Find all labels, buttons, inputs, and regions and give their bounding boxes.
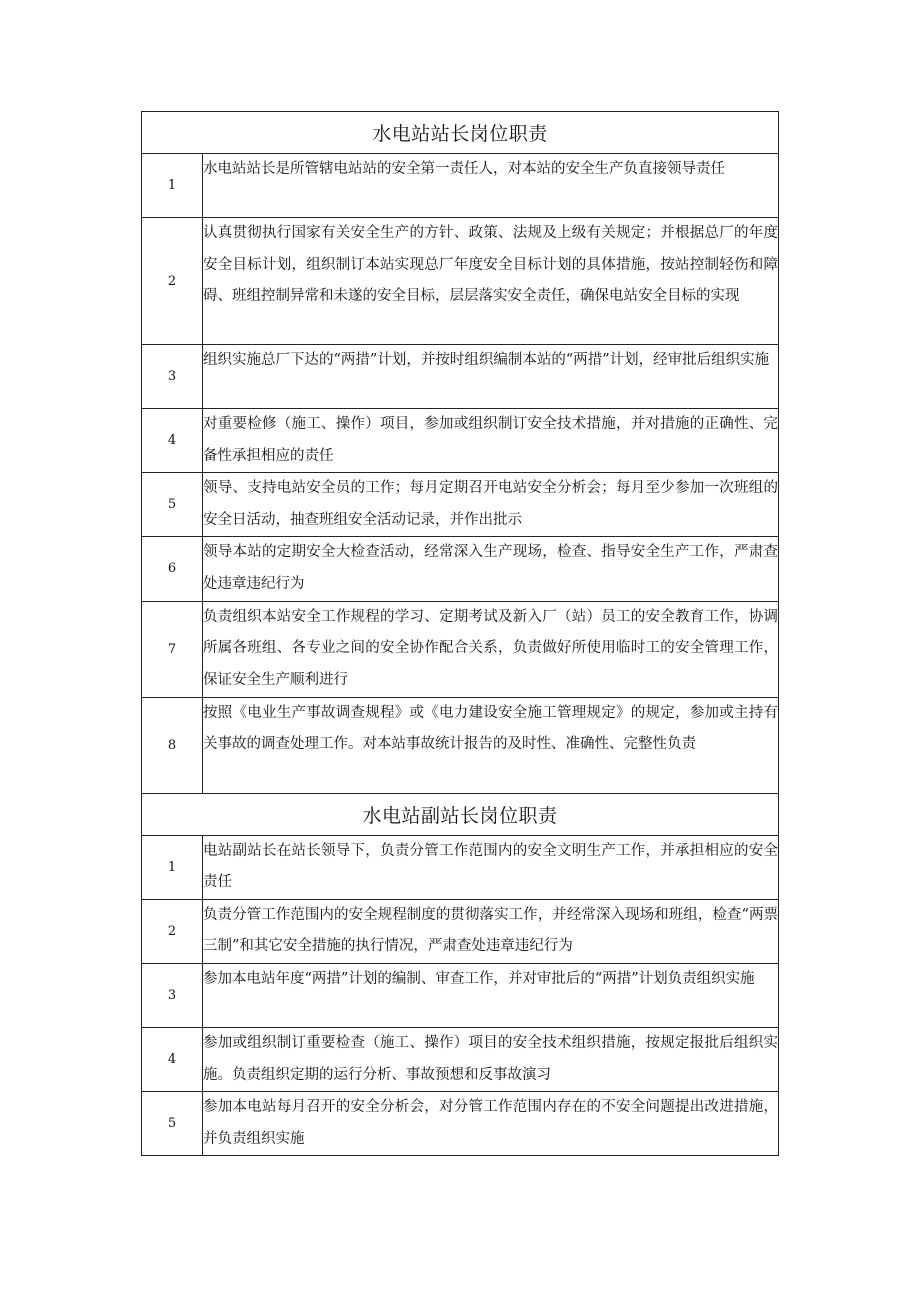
row-number: 1 — [142, 835, 203, 899]
row-number: 5 — [142, 473, 203, 537]
row-number: 3 — [142, 963, 203, 1027]
table-row — [142, 537, 779, 601]
section-title-station-master: 水电站站长岗位职责 — [142, 112, 779, 154]
duty-text: 参加本电站年度“两措”计划的编制、审查工作，并对审批后的“两措”计划负责组织实施 — [203, 963, 779, 1027]
row-number: 1 — [142, 154, 203, 218]
table-row — [142, 963, 779, 1027]
duty-text: 领导本站的定期安全大检查活动，经常深入生产现场，检查、指导安全生产工作，严肃查处违章违纪行为 — [203, 537, 779, 601]
row-number: 2 — [142, 899, 203, 963]
table-row — [142, 154, 779, 218]
table-row — [142, 1027, 779, 1091]
row-number: 4 — [142, 409, 203, 473]
duty-text: 按照《电业生产事故调查规程》或《电力建设安全施工管理规定》的规定，参加或主持有关事故的调查处理工作。对本站事故统计报告的及时性、准确性、完整性负责 — [203, 697, 779, 793]
table-row — [142, 601, 779, 697]
row-number: 6 — [142, 537, 203, 601]
duty-text: 认真贯彻执行国家有关安全生产的方针、政策、法规及上级有关规定；并根据总厂的年度安全目标计划，组织制订本站实现总厂年度安全目标计划的具体措施，按站控制轻伤和障碍、班组控制异常和未遂的安全目标，层层落实安全责任，确保电站安全目标的实现 — [203, 218, 779, 345]
duty-text: 参加本电站每月召开的安全分析会，对分管工作范围内存在的不安全问题提出改进措施，并负责组织实施 — [203, 1092, 779, 1156]
row-number: 4 — [142, 1027, 203, 1091]
row-number: 3 — [142, 345, 203, 409]
row-number: 2 — [142, 218, 203, 345]
duty-text: 对重要检修（施工、操作）项目，参加或组织制订安全技术措施，并对措施的正确性、完备性承担相应的责任 — [203, 409, 779, 473]
duty-text: 负责分管工作范围内的安全规程制度的贯彻落实工作，并经常深入现场和班组，检查“两票三制”和其它安全措施的执行情况，严肃查处违章违纪行为 — [203, 899, 779, 963]
table-row — [142, 409, 779, 473]
row-number: 7 — [142, 601, 203, 697]
table-row — [142, 345, 779, 409]
duty-text: 领导、支持电站安全员的工作；每月定期召开电站安全分析会；每月至少参加一次班组的安全日活动，抽查班组安全活动记录，并作出批示 — [203, 473, 779, 537]
section-title-row — [142, 112, 779, 154]
table-row — [142, 899, 779, 963]
row-number: 8 — [142, 697, 203, 793]
row-number: 5 — [142, 1092, 203, 1156]
section-title-deputy-station-master: 水电站副站长岗位职责 — [142, 793, 779, 835]
section-title-row — [142, 793, 779, 835]
duty-text: 组织实施总厂下达的“两措”计划，并按时组织编制本站的“两措”计划，经审批后组织实施 — [203, 345, 779, 409]
duty-table — [141, 111, 779, 1156]
duty-text: 参加或组织制订重要检查（施工、操作）项目的安全技术组织措施，按规定报批后组织实施。负责组织定期的运行分析、事故预想和反事故演习 — [203, 1027, 779, 1091]
duty-text: 水电站站长是所管辖电站站的安全第一责任人，对本站的安全生产负直接领导责任 — [203, 154, 779, 218]
table-row — [142, 835, 779, 899]
table-row — [142, 1092, 779, 1156]
duty-text: 负责组织本站安全工作规程的学习、定期考试及新入厂（站）员工的安全教育工作，协调所属各班组、各专业之间的安全协作配合关系，负责做好所使用临时工的安全管理工作，保证安全生产顺利进行 — [203, 601, 779, 697]
table-row — [142, 697, 779, 793]
duty-text: 电站副站长在站长领导下，负责分管工作范围内的安全文明生产工作，并承担相应的安全责任 — [203, 835, 779, 899]
table-row — [142, 218, 779, 345]
table-row — [142, 473, 779, 537]
